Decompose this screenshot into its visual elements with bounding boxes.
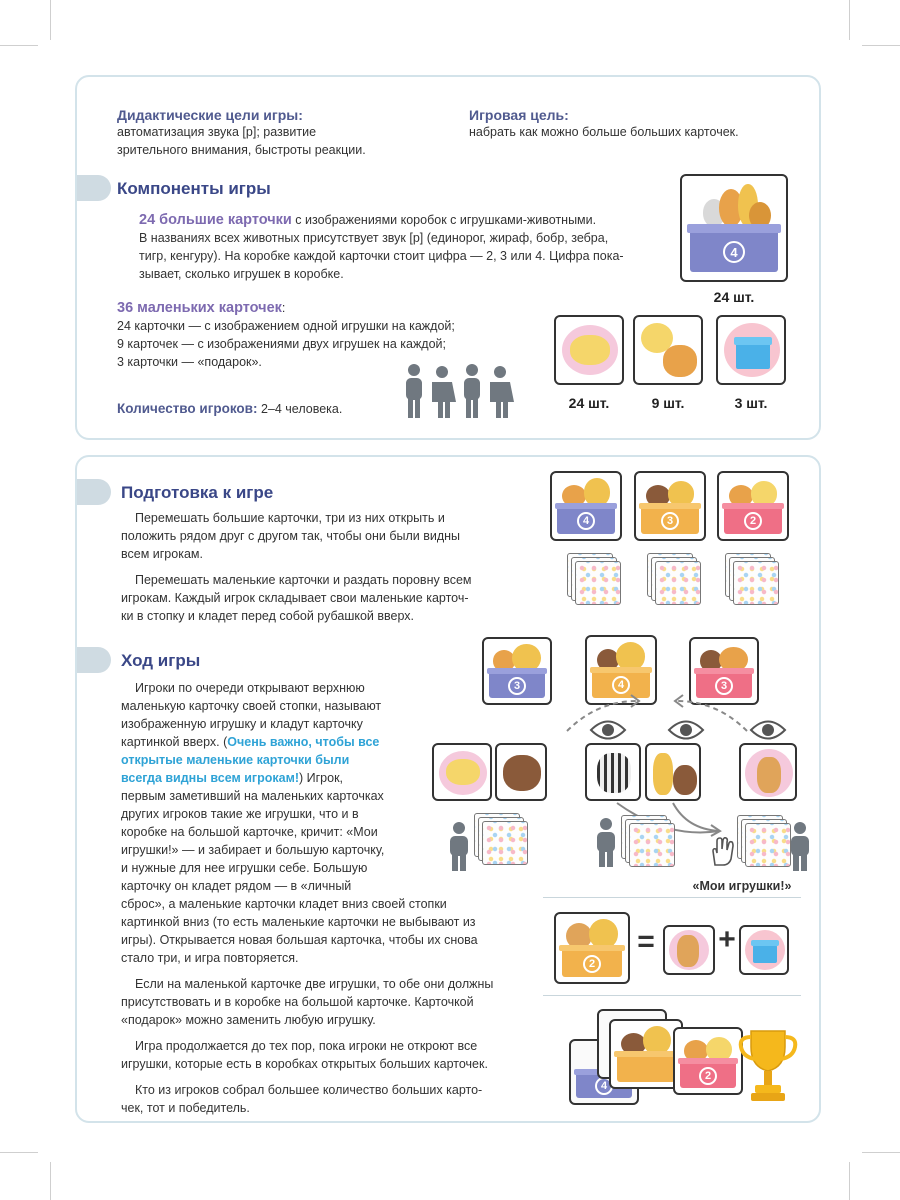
play-line: и нужные для нее игрушки себе. Большую bbox=[121, 861, 368, 875]
open-small-card bbox=[495, 743, 547, 801]
components-title: Компоненты игры bbox=[117, 179, 271, 198]
small-count-single: 24 шт. bbox=[568, 395, 610, 411]
big-cards-line: В названиях всех животных присутствует звук [р] (единорог, жираф, бобр, зебра, bbox=[139, 231, 609, 245]
rules-panel bbox=[75, 455, 821, 1123]
small-cards-description bbox=[117, 299, 537, 371]
box-number: 4 bbox=[723, 241, 745, 263]
box-number: 3 bbox=[661, 512, 679, 530]
play-line: «подарок» можно заменить любую игрушку. bbox=[121, 1013, 376, 1027]
didactic-goals-title: Дидактические цели игры: bbox=[117, 107, 303, 123]
play-line: стало три, и игра повторяется. bbox=[121, 951, 299, 965]
play-line: изображенную игрушку и кладут карточку bbox=[121, 717, 363, 731]
crop-mark bbox=[862, 1152, 900, 1153]
play-line: сброс», а маленькие карточки кладет вниз своей стопки bbox=[121, 897, 447, 911]
players-value: 2–4 человека. bbox=[257, 402, 343, 416]
trophy-icon bbox=[737, 1025, 799, 1105]
shout-caption: «Мои игрушки!» bbox=[692, 879, 792, 893]
box-number: 3 bbox=[715, 677, 733, 695]
play-line: чек, тот и победитель. bbox=[121, 1101, 250, 1115]
play-line: Кто из игроков собрал большее количество больших карто- bbox=[135, 1083, 483, 1097]
small-card-gift bbox=[716, 315, 786, 385]
player-stack bbox=[474, 813, 544, 873]
equation-gift-card bbox=[739, 925, 789, 975]
game-goal-title: Игровая цель: bbox=[469, 107, 569, 123]
person-icon bbox=[446, 821, 472, 873]
play-line: Игроки по очереди открывают верхнюю bbox=[135, 681, 365, 695]
open-small-card bbox=[585, 743, 641, 801]
open-small-card bbox=[432, 743, 492, 801]
play-line: игрушки, которые есть в коробках открытых больших карточек. bbox=[121, 1057, 488, 1071]
play-line-highlight bbox=[121, 733, 416, 751]
player-stack bbox=[621, 815, 691, 875]
important-note: всегда видны всем игрокам! bbox=[121, 771, 299, 785]
play-line: Если на маленькой карточке две игрушки, то обе они должны bbox=[135, 977, 494, 991]
small-count-gift: 3 шт. bbox=[734, 395, 768, 411]
hand-icon bbox=[709, 837, 735, 867]
play-line: игры). Открывается новая большая карточка, чтобы их снова bbox=[121, 933, 478, 947]
small-card-unicorn bbox=[554, 315, 624, 385]
small-card-two-toys bbox=[633, 315, 703, 385]
crop-mark bbox=[50, 0, 51, 40]
didactic-goals-line: автоматизация звука [р]; развитие bbox=[117, 125, 317, 139]
crop-mark bbox=[849, 1162, 850, 1200]
didactic-goals bbox=[117, 107, 447, 159]
eye-icon bbox=[667, 719, 705, 741]
big-cards-count: 24 шт. bbox=[713, 289, 755, 305]
big-cards-description bbox=[139, 211, 699, 283]
plus-sign: + bbox=[718, 923, 736, 956]
play-text-wide bbox=[121, 895, 551, 1117]
play-line: первым заметивший на маленьких карточках bbox=[121, 789, 384, 803]
components-panel bbox=[75, 75, 821, 440]
prep-line: игрокам. Каждый игрок складывает свои маленькие карточ- bbox=[121, 591, 469, 605]
box-number: 2 bbox=[699, 1067, 717, 1085]
open-small-card bbox=[645, 743, 701, 801]
play-line-part: ) Игрок, bbox=[298, 771, 344, 785]
game-goal-text: набрать как можно больше больших карточек. bbox=[469, 125, 739, 139]
big-cards-line: с изображениями коробок с игрушками-животными. bbox=[291, 213, 597, 227]
players-icons bbox=[400, 362, 520, 422]
won-card bbox=[609, 1019, 683, 1089]
play-line-part: картинкой вверх. ( bbox=[121, 735, 228, 749]
important-note: открытые маленькие карточки были bbox=[121, 753, 350, 767]
equation-small-card bbox=[663, 925, 715, 975]
small-cards-colon: : bbox=[281, 301, 286, 315]
game-goal bbox=[469, 107, 799, 141]
prep-big-card bbox=[717, 471, 789, 541]
section-tab bbox=[77, 479, 111, 505]
prep-line: ки в стопку и кладет перед собой рубашкой вверх. bbox=[121, 609, 414, 623]
open-small-card bbox=[739, 743, 797, 801]
box-number: 3 bbox=[508, 677, 526, 695]
small-cards-line: 3 карточки — «подарок». bbox=[117, 355, 262, 369]
card-stack bbox=[725, 553, 795, 613]
play-title: Ход игры bbox=[121, 651, 201, 670]
big-cards-line: тигр, кенгуру). На коробке каждой карточки стоит цифра — 2, 3 или 4. Цифра пока- bbox=[139, 249, 624, 263]
small-cards-line: 24 карточки — с изображением одной игрушки на каждой; bbox=[117, 319, 455, 333]
big-cards-line: зывает, сколько игрушек в коробке. bbox=[139, 267, 344, 281]
prep-line: Перемешать большие карточки, три из них открыть и bbox=[135, 511, 445, 525]
prep-big-card bbox=[634, 471, 706, 541]
crop-mark bbox=[849, 0, 850, 40]
play-text-column bbox=[121, 679, 416, 895]
toy-box bbox=[690, 228, 777, 272]
box-number: 2 bbox=[744, 512, 762, 530]
won-card bbox=[673, 1027, 743, 1095]
prep-title: Подготовка к игре bbox=[121, 483, 274, 502]
play-line: коробке на большой карточке, кричит: «Мои bbox=[121, 825, 378, 839]
play-line: маленькую карточку своей стопки, называют bbox=[121, 699, 382, 713]
crop-mark bbox=[0, 45, 38, 46]
box-number: 2 bbox=[583, 955, 601, 973]
didactic-goals-line: зрительного внимания, быстроты реакции. bbox=[117, 143, 366, 157]
equation-big-card bbox=[554, 912, 630, 984]
play-line: других игроков такие же игрушки, что и в bbox=[121, 807, 359, 821]
box-number: 4 bbox=[595, 1077, 613, 1095]
section-tab bbox=[77, 175, 111, 201]
divider bbox=[543, 897, 801, 898]
eye-icon bbox=[589, 719, 627, 741]
play-line: присутствовать и в коробке на большой карточке. Карточкой bbox=[121, 995, 474, 1009]
small-count-double: 9 шт. bbox=[651, 395, 685, 411]
dashed-arrows bbox=[557, 687, 757, 737]
box-number: 4 bbox=[577, 512, 595, 530]
crop-mark bbox=[862, 45, 900, 46]
section-tab bbox=[77, 647, 111, 673]
play-line: Игра продолжается до тех пор, пока игроки не откроют все bbox=[135, 1039, 478, 1053]
prep-line: положить рядом друг с другом так, чтобы они были видны bbox=[121, 529, 461, 543]
box-number: 4 bbox=[612, 676, 630, 694]
card-stack bbox=[567, 553, 637, 613]
small-cards-title: 36 маленьких карточек bbox=[117, 300, 282, 316]
equals-sign: = bbox=[637, 925, 655, 958]
play-line: картинкой вниз (то есть маленькие карточки не выбывают из bbox=[121, 915, 476, 929]
table-big-card bbox=[482, 637, 552, 705]
eye-icon bbox=[749, 719, 787, 741]
person-icon bbox=[593, 817, 619, 869]
big-cards-title: 24 большие карточки bbox=[139, 212, 292, 228]
prep-line: всем игрокам. bbox=[121, 547, 203, 561]
crop-mark bbox=[0, 1152, 38, 1153]
prep-text bbox=[121, 509, 511, 625]
play-line: игрушки!» — и забирает и большую карточку, bbox=[121, 843, 385, 857]
prep-line: Перемешать маленькие карточки и раздать поровну всем bbox=[135, 573, 472, 587]
card-stack bbox=[647, 553, 717, 613]
divider bbox=[543, 995, 801, 996]
players-label: Количество игроков: bbox=[117, 401, 258, 416]
big-card-illustration bbox=[680, 174, 788, 282]
players-count bbox=[117, 400, 342, 418]
crop-mark bbox=[50, 1162, 51, 1200]
important-note: Очень важно, чтобы все bbox=[227, 735, 380, 749]
person-icon bbox=[787, 821, 813, 873]
small-cards-line: 9 карточек — с изображениями двух игрушек на каждой; bbox=[117, 337, 447, 351]
play-line: карточку он кладет рядом — в «личный bbox=[121, 879, 352, 893]
prep-big-card bbox=[550, 471, 622, 541]
